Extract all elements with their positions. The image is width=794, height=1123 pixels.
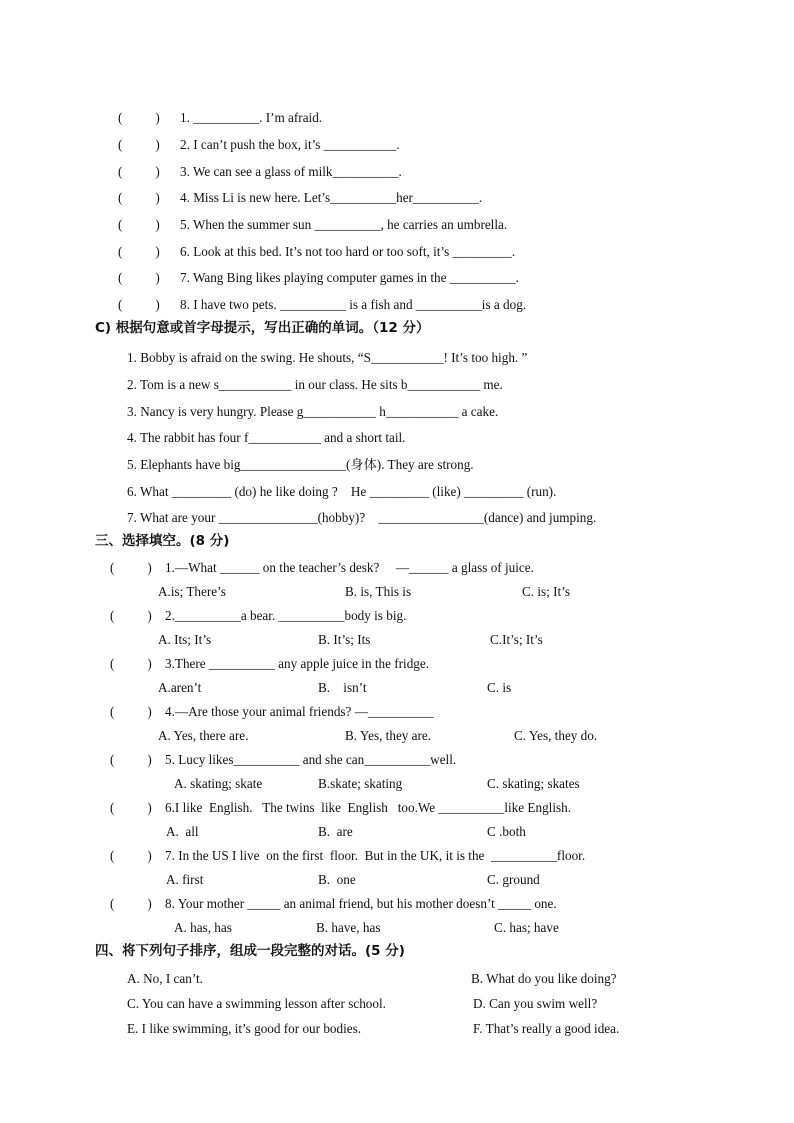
answer-paren[interactable]: ( ) [110,752,152,767]
option-b: B. It’s; Its [318,632,371,647]
fill-item: 4. The rabbit has four f___________ and a short tail. [127,430,406,445]
option-a: A. Yes, there are. [158,728,249,743]
answer-paren[interactable]: ( ) [110,800,152,815]
option-c: C. is; It’s [522,584,570,599]
answer-paren[interactable]: ( ) [118,164,160,179]
answer-paren[interactable]: ( ) [118,217,160,232]
dialogue-option: E. I like swimming, it’s good for our bodies. [127,1021,362,1036]
option-b: B. are [318,824,353,839]
answer-paren[interactable]: ( ) [118,190,160,205]
option-b: B. one [318,872,356,887]
option-a: A. all [166,824,199,839]
option-a: A.aren’t [158,680,202,695]
question-text: 7. Wang Bing likes playing computer games in the __________. [180,270,519,285]
option-c: C. has; have [494,920,559,935]
option-b: B. isn’t [318,680,367,695]
fill-item: 6. What _________ (do) he like doing ? He _________ (like) _________ (run). [127,484,557,499]
question-text: 1.—What ______ on the teacher’s desk? —______ a glass of juice. [165,560,534,575]
option-c: C. is [487,680,512,695]
answer-paren[interactable]: ( ) [110,848,152,863]
option-a: A.is; There’s [158,584,226,599]
option-b: B. Yes, they are. [345,728,432,743]
dialogue-option: F. That’s really a good idea. [473,1021,620,1036]
question-text: 6. Look at this bed. It’s not too hard or too soft, it’s _________. [180,244,516,259]
question-text: 1. __________. I’m afraid. [180,110,323,125]
question-text: 5. When the summer sun __________, he carries an umbrella. [180,217,508,232]
fill-item: 1. Bobby is afraid on the swing. He shouts, “S___________! It’s too high. ” [127,350,528,365]
option-b: B.skate; skating [318,776,403,791]
section-heading: 四、将下列句子排序，组成一段完整的对话。(5 分) [95,943,405,959]
option-c: C. Yes, they do. [514,728,598,743]
question-text: 4.—Are those your animal friends? —__________ [165,704,434,719]
question-text: 4. Miss Li is new here. Let’s__________her__________. [180,190,483,205]
dialogue-option: B. What do you like doing? [471,971,617,986]
option-c: C. skating; skates [487,776,580,791]
answer-paren[interactable]: ( ) [118,244,160,259]
answer-paren[interactable]: ( ) [118,297,160,312]
fill-item: 2. Tom is a new s___________ in our class. He sits b___________ me. [127,377,503,392]
fill-item: 5. Elephants have big________________(身体). They are strong. [127,457,474,472]
question-text: 8. I have two pets. __________ is a fish and __________is a dog. [180,297,527,312]
section-heading: 三、选择填空。(8 分) [95,533,230,549]
dialogue-option: A. No, I can’t. [127,971,203,986]
answer-paren[interactable]: ( ) [118,270,160,285]
answer-paren[interactable]: ( ) [110,656,152,671]
option-c: C.It’s; It’s [490,632,543,647]
option-a: A. has, has [174,920,232,935]
question-text: 7. In the US I live on the first floor. But in the UK, it is the __________floor. [165,848,586,863]
option-c: C. ground [487,872,540,887]
question-text: 2. I can’t push the box, it’s ___________. [180,137,400,152]
dialogue-option: D. Can you swim well? [473,996,598,1011]
answer-paren[interactable]: ( ) [110,608,152,623]
section-heading: C) 根据句意或首字母提示，写出正确的单词。（12 分） [95,320,430,336]
option-a: A. Its; It’s [158,632,212,647]
answer-paren[interactable]: ( ) [110,896,152,911]
answer-paren[interactable]: ( ) [118,137,160,152]
answer-paren[interactable]: ( ) [118,110,160,125]
fill-item: 7. What are your _______________(hobby)? ________________(dance) and jumping. [127,510,597,525]
option-b: B. is, This is [345,584,412,599]
option-a: A. first [166,872,204,887]
option-a: A. skating; skate [174,776,263,791]
question-text: 8. Your mother _____ an animal friend, but his mother doesn’t _____ one. [165,896,557,911]
question-text: 2.__________a bear. __________body is big. [165,608,407,623]
option-c: C .both [487,824,526,839]
question-text: 6.I like English. The twins like English too.We __________like English. [165,800,572,815]
dialogue-option: C. You can have a swimming lesson after school. [127,996,386,1011]
answer-paren[interactable]: ( ) [110,704,152,719]
fill-item: 3. Nancy is very hungry. Please g___________ h___________ a cake. [127,404,499,419]
option-b: B. have, has [316,920,381,935]
question-text: 3. We can see a glass of milk__________. [180,164,402,179]
answer-paren[interactable]: ( ) [110,560,152,575]
question-text: 3.There __________ any apple juice in the fridge. [165,656,430,671]
question-text: 5. Lucy likes__________ and she can__________well. [165,752,457,767]
